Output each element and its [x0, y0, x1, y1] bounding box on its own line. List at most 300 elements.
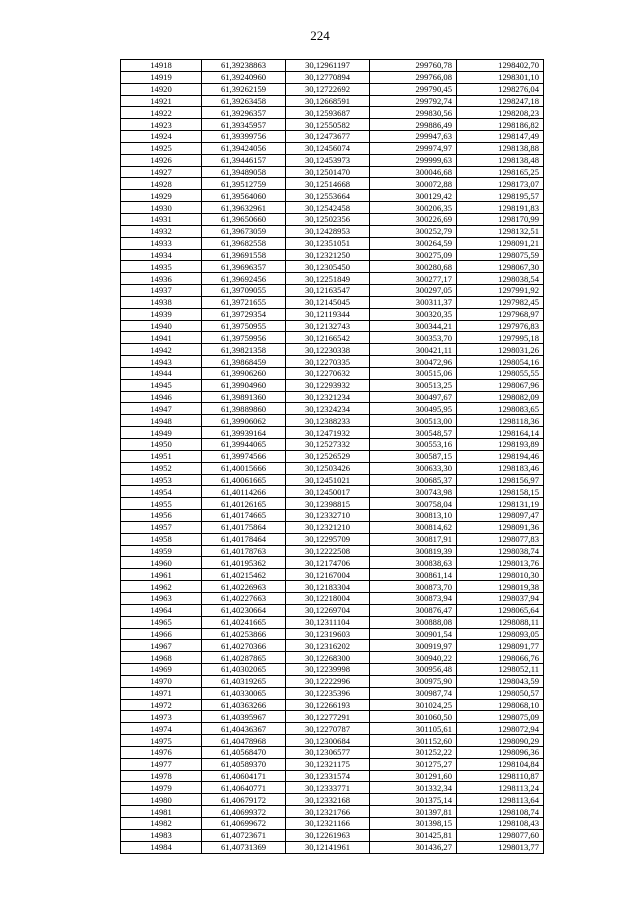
longitude-cell: 30,12514668 — [286, 178, 370, 190]
latitude-cell: 61,40604171 — [202, 770, 286, 782]
point-id-cell: 14957 — [121, 521, 202, 533]
latitude-cell: 61,40126165 — [202, 498, 286, 510]
longitude-cell: 30,12542458 — [286, 202, 370, 214]
table-row — [121, 486, 544, 498]
latitude-cell: 61,39262159 — [202, 83, 286, 95]
longitude-cell: 30,12132743 — [286, 320, 370, 332]
x-coordinate-cell: 299792,74 — [370, 95, 457, 107]
x-coordinate-cell: 301398,15 — [370, 818, 457, 830]
x-coordinate-cell: 301397,81 — [370, 806, 457, 818]
latitude-cell: 61,39944065 — [202, 439, 286, 451]
x-coordinate-cell: 301332,34 — [370, 782, 457, 794]
y-coordinate-cell: 1298131,19 — [457, 498, 544, 510]
longitude-cell: 30,12321766 — [286, 806, 370, 818]
longitude-cell: 30,12332168 — [286, 794, 370, 806]
table-row — [121, 237, 544, 249]
point-id-cell: 14928 — [121, 178, 202, 190]
longitude-cell: 30,12398815 — [286, 498, 370, 510]
longitude-cell: 30,12222996 — [286, 675, 370, 687]
x-coordinate-cell: 300919,97 — [370, 640, 457, 652]
point-id-cell: 14962 — [121, 581, 202, 593]
point-id-cell: 14959 — [121, 545, 202, 557]
x-coordinate-cell: 300513,00 — [370, 415, 457, 427]
table-row — [121, 71, 544, 83]
longitude-cell: 30,12321175 — [286, 758, 370, 770]
point-id-cell: 14970 — [121, 675, 202, 687]
table-row — [121, 474, 544, 486]
x-coordinate-cell: 301060,50 — [370, 711, 457, 723]
latitude-cell: 61,40478968 — [202, 735, 286, 747]
longitude-cell: 30,12324234 — [286, 403, 370, 415]
y-coordinate-cell: 1297995,18 — [457, 332, 544, 344]
x-coordinate-cell: 299830,56 — [370, 107, 457, 119]
latitude-cell: 61,39939164 — [202, 427, 286, 439]
longitude-cell: 30,12306577 — [286, 746, 370, 758]
latitude-cell: 61,40174665 — [202, 510, 286, 522]
point-id-cell: 14981 — [121, 806, 202, 818]
y-coordinate-cell: 1298108,74 — [457, 806, 544, 818]
table-row — [121, 616, 544, 628]
y-coordinate-cell: 1298194,46 — [457, 450, 544, 462]
x-coordinate-cell: 300472,96 — [370, 356, 457, 368]
x-coordinate-cell: 300975,90 — [370, 675, 457, 687]
y-coordinate-cell: 1298093,05 — [457, 628, 544, 640]
longitude-cell: 30,12119344 — [286, 308, 370, 320]
table-row — [121, 498, 544, 510]
point-id-cell: 14954 — [121, 486, 202, 498]
y-coordinate-cell: 1298208,23 — [457, 107, 544, 119]
table-row — [121, 320, 544, 332]
longitude-cell: 30,12174706 — [286, 557, 370, 569]
y-coordinate-cell: 1298156,97 — [457, 474, 544, 486]
latitude-cell: 61,39891360 — [202, 391, 286, 403]
longitude-cell: 30,12270787 — [286, 723, 370, 735]
point-id-cell: 14977 — [121, 758, 202, 770]
x-coordinate-cell: 300311,37 — [370, 296, 457, 308]
y-coordinate-cell: 1298090,29 — [457, 735, 544, 747]
latitude-cell: 61,40319265 — [202, 675, 286, 687]
x-coordinate-cell: 300072,88 — [370, 178, 457, 190]
longitude-cell: 30,12333771 — [286, 782, 370, 794]
longitude-cell: 30,12261963 — [286, 829, 370, 841]
y-coordinate-cell: 1298164,14 — [457, 427, 544, 439]
table-row — [121, 557, 544, 569]
latitude-cell: 61,40253866 — [202, 628, 286, 640]
longitude-cell: 30,12428953 — [286, 225, 370, 237]
y-coordinate-cell: 1297968,97 — [457, 308, 544, 320]
x-coordinate-cell: 300252,79 — [370, 225, 457, 237]
latitude-cell: 61,39974566 — [202, 450, 286, 462]
x-coordinate-cell: 300987,74 — [370, 687, 457, 699]
latitude-cell: 61,39399756 — [202, 131, 286, 143]
longitude-cell: 30,12269704 — [286, 604, 370, 616]
table-row — [121, 604, 544, 616]
x-coordinate-cell: 301436,27 — [370, 841, 457, 853]
latitude-cell: 61,39424056 — [202, 142, 286, 154]
point-id-cell: 14968 — [121, 652, 202, 664]
x-coordinate-cell: 300819,39 — [370, 545, 457, 557]
longitude-cell: 30,12316202 — [286, 640, 370, 652]
latitude-cell: 61,39759956 — [202, 332, 286, 344]
latitude-cell: 61,39238863 — [202, 60, 286, 72]
point-id-cell: 14931 — [121, 213, 202, 225]
longitude-cell: 30,12270632 — [286, 367, 370, 379]
point-id-cell: 14983 — [121, 829, 202, 841]
y-coordinate-cell: 1298096,36 — [457, 746, 544, 758]
y-coordinate-cell: 1298043,59 — [457, 675, 544, 687]
latitude-cell: 61,39564060 — [202, 190, 286, 202]
latitude-cell: 61,40679172 — [202, 794, 286, 806]
table-row — [121, 746, 544, 758]
latitude-cell: 61,39692456 — [202, 273, 286, 285]
longitude-cell: 30,12451021 — [286, 474, 370, 486]
x-coordinate-cell: 299947,63 — [370, 131, 457, 143]
point-id-cell: 14972 — [121, 699, 202, 711]
point-id-cell: 14943 — [121, 356, 202, 368]
y-coordinate-cell: 1298108,43 — [457, 818, 544, 830]
x-coordinate-cell: 299974,97 — [370, 142, 457, 154]
y-coordinate-cell: 1298138,48 — [457, 154, 544, 166]
point-id-cell: 14930 — [121, 202, 202, 214]
y-coordinate-cell: 1298077,83 — [457, 533, 544, 545]
y-coordinate-cell: 1298067,96 — [457, 379, 544, 391]
table-row — [121, 332, 544, 344]
longitude-cell: 30,12300684 — [286, 735, 370, 747]
latitude-cell: 61,39673059 — [202, 225, 286, 237]
longitude-cell: 30,12527332 — [286, 439, 370, 451]
y-coordinate-cell: 1298091,77 — [457, 640, 544, 652]
latitude-cell: 61,40270366 — [202, 640, 286, 652]
longitude-cell: 30,12235396 — [286, 687, 370, 699]
point-id-cell: 14953 — [121, 474, 202, 486]
latitude-cell: 61,40215462 — [202, 569, 286, 581]
y-coordinate-cell: 1298165,25 — [457, 166, 544, 178]
y-coordinate-cell: 1298077,60 — [457, 829, 544, 841]
table-row — [121, 178, 544, 190]
y-coordinate-cell: 1298402,70 — [457, 60, 544, 72]
point-id-cell: 14924 — [121, 131, 202, 143]
latitude-cell: 61,40178464 — [202, 533, 286, 545]
latitude-cell: 61,39721655 — [202, 296, 286, 308]
longitude-cell: 30,12218004 — [286, 592, 370, 604]
table-row — [121, 711, 544, 723]
y-coordinate-cell: 1298038,74 — [457, 545, 544, 557]
x-coordinate-cell: 300277,17 — [370, 273, 457, 285]
latitude-cell: 61,40227663 — [202, 592, 286, 604]
longitude-cell: 30,12277291 — [286, 711, 370, 723]
longitude-cell: 30,12722692 — [286, 83, 370, 95]
y-coordinate-cell: 1298097,47 — [457, 510, 544, 522]
longitude-cell: 30,12222508 — [286, 545, 370, 557]
longitude-cell: 30,12239998 — [286, 664, 370, 676]
longitude-cell: 30,12503426 — [286, 462, 370, 474]
table-row — [121, 391, 544, 403]
y-coordinate-cell: 1298067,30 — [457, 261, 544, 273]
table-row — [121, 202, 544, 214]
latitude-cell: 61,39904960 — [202, 379, 286, 391]
longitude-cell: 30,12251849 — [286, 273, 370, 285]
latitude-cell: 61,39889860 — [202, 403, 286, 415]
table-row — [121, 119, 544, 131]
x-coordinate-cell: 299999,63 — [370, 154, 457, 166]
x-coordinate-cell: 300264,59 — [370, 237, 457, 249]
longitude-cell: 30,12351051 — [286, 237, 370, 249]
point-id-cell: 14940 — [121, 320, 202, 332]
table-row — [121, 569, 544, 581]
longitude-cell: 30,12450017 — [286, 486, 370, 498]
x-coordinate-cell: 300587,15 — [370, 450, 457, 462]
latitude-cell: 61,39632961 — [202, 202, 286, 214]
y-coordinate-cell: 1298091,21 — [457, 237, 544, 249]
longitude-cell: 30,12321234 — [286, 391, 370, 403]
point-id-cell: 14923 — [121, 119, 202, 131]
y-coordinate-cell: 1298247,18 — [457, 95, 544, 107]
table-row — [121, 415, 544, 427]
longitude-cell: 30,12331574 — [286, 770, 370, 782]
point-id-cell: 14961 — [121, 569, 202, 581]
longitude-cell: 30,12453973 — [286, 154, 370, 166]
longitude-cell: 30,12311104 — [286, 616, 370, 628]
x-coordinate-cell: 300548,57 — [370, 427, 457, 439]
longitude-cell: 30,12502356 — [286, 213, 370, 225]
point-id-cell: 14918 — [121, 60, 202, 72]
x-coordinate-cell: 300901,54 — [370, 628, 457, 640]
longitude-cell: 30,12668591 — [286, 95, 370, 107]
y-coordinate-cell: 1298132,51 — [457, 225, 544, 237]
x-coordinate-cell: 300344,21 — [370, 320, 457, 332]
x-coordinate-cell: 300876,47 — [370, 604, 457, 616]
point-id-cell: 14936 — [121, 273, 202, 285]
longitude-cell: 30,12293932 — [286, 379, 370, 391]
table-row — [121, 592, 544, 604]
y-coordinate-cell: 1298104,84 — [457, 758, 544, 770]
y-coordinate-cell: 1298276,04 — [457, 83, 544, 95]
y-coordinate-cell: 1298191,83 — [457, 202, 544, 214]
point-id-cell: 14944 — [121, 367, 202, 379]
x-coordinate-cell: 301024,25 — [370, 699, 457, 711]
x-coordinate-cell: 300553,16 — [370, 439, 457, 451]
x-coordinate-cell: 300956,48 — [370, 664, 457, 676]
table-row — [121, 841, 544, 853]
y-coordinate-cell: 1298193,89 — [457, 439, 544, 451]
y-coordinate-cell: 1298088,11 — [457, 616, 544, 628]
point-id-cell: 14965 — [121, 616, 202, 628]
y-coordinate-cell: 1298118,36 — [457, 415, 544, 427]
table-row — [121, 806, 544, 818]
table-row — [121, 60, 544, 72]
point-id-cell: 14929 — [121, 190, 202, 202]
x-coordinate-cell: 300513,25 — [370, 379, 457, 391]
y-coordinate-cell: 1298113,24 — [457, 782, 544, 794]
table-row — [121, 308, 544, 320]
table-row — [121, 261, 544, 273]
coordinates-table-body — [121, 60, 544, 854]
point-id-cell: 14926 — [121, 154, 202, 166]
point-id-cell: 14966 — [121, 628, 202, 640]
table-row — [121, 439, 544, 451]
latitude-cell: 61,40395967 — [202, 711, 286, 723]
table-row — [121, 296, 544, 308]
table-row — [121, 652, 544, 664]
x-coordinate-cell: 300495,95 — [370, 403, 457, 415]
longitude-cell: 30,12526529 — [286, 450, 370, 462]
table-row — [121, 107, 544, 119]
longitude-cell: 30,12553664 — [286, 190, 370, 202]
x-coordinate-cell: 300497,67 — [370, 391, 457, 403]
table-row — [121, 249, 544, 261]
y-coordinate-cell: 1298052,11 — [457, 664, 544, 676]
point-id-cell: 14979 — [121, 782, 202, 794]
y-coordinate-cell: 1298038,54 — [457, 273, 544, 285]
table-row — [121, 285, 544, 297]
y-coordinate-cell: 1298066,76 — [457, 652, 544, 664]
table-row — [121, 166, 544, 178]
table-row — [121, 225, 544, 237]
y-coordinate-cell: 1298186,82 — [457, 119, 544, 131]
x-coordinate-cell: 300814,62 — [370, 521, 457, 533]
point-id-cell: 14921 — [121, 95, 202, 107]
table-row — [121, 131, 544, 143]
point-id-cell: 14922 — [121, 107, 202, 119]
latitude-cell: 61,39750955 — [202, 320, 286, 332]
table-row — [121, 640, 544, 652]
x-coordinate-cell: 301105,61 — [370, 723, 457, 735]
longitude-cell: 30,12230338 — [286, 344, 370, 356]
latitude-cell: 61,40287865 — [202, 652, 286, 664]
table-row — [121, 758, 544, 770]
table-row — [121, 581, 544, 593]
y-coordinate-cell: 1298019,38 — [457, 581, 544, 593]
x-coordinate-cell: 300320,35 — [370, 308, 457, 320]
table-row — [121, 545, 544, 557]
longitude-cell: 30,12183304 — [286, 581, 370, 593]
table-row — [121, 367, 544, 379]
latitude-cell: 61,39345957 — [202, 119, 286, 131]
table-row — [121, 273, 544, 285]
y-coordinate-cell: 1298013,76 — [457, 557, 544, 569]
y-coordinate-cell: 1297991,92 — [457, 285, 544, 297]
table-row — [121, 687, 544, 699]
longitude-cell: 30,12321210 — [286, 521, 370, 533]
x-coordinate-cell: 300873,70 — [370, 581, 457, 593]
x-coordinate-cell: 299766,08 — [370, 71, 457, 83]
point-id-cell: 14951 — [121, 450, 202, 462]
x-coordinate-cell: 300633,30 — [370, 462, 457, 474]
point-id-cell: 14949 — [121, 427, 202, 439]
x-coordinate-cell: 301375,14 — [370, 794, 457, 806]
longitude-cell: 30,12321166 — [286, 818, 370, 830]
longitude-cell: 30,12501470 — [286, 166, 370, 178]
x-coordinate-cell: 299790,45 — [370, 83, 457, 95]
latitude-cell: 61,40175864 — [202, 521, 286, 533]
latitude-cell: 61,40015666 — [202, 462, 286, 474]
latitude-cell: 61,39868459 — [202, 356, 286, 368]
point-id-cell: 14934 — [121, 249, 202, 261]
point-id-cell: 14920 — [121, 83, 202, 95]
latitude-cell: 61,39296357 — [202, 107, 286, 119]
y-coordinate-cell: 1298170,99 — [457, 213, 544, 225]
latitude-cell: 61,39650660 — [202, 213, 286, 225]
table-row — [121, 735, 544, 747]
table-row — [121, 628, 544, 640]
page-number: 224 — [310, 28, 330, 43]
latitude-cell: 61,39512759 — [202, 178, 286, 190]
longitude-cell: 30,12388233 — [286, 415, 370, 427]
y-coordinate-cell: 1298173,07 — [457, 178, 544, 190]
table-row — [121, 794, 544, 806]
table-row — [121, 450, 544, 462]
x-coordinate-cell: 300888,08 — [370, 616, 457, 628]
longitude-cell: 30,12163547 — [286, 285, 370, 297]
latitude-cell: 61,40436367 — [202, 723, 286, 735]
point-id-cell: 14937 — [121, 285, 202, 297]
table-row — [121, 427, 544, 439]
x-coordinate-cell: 300515,06 — [370, 367, 457, 379]
y-coordinate-cell: 1298138,88 — [457, 142, 544, 154]
x-coordinate-cell: 300685,37 — [370, 474, 457, 486]
latitude-cell: 61,39729354 — [202, 308, 286, 320]
point-id-cell: 14967 — [121, 640, 202, 652]
longitude-cell: 30,12319603 — [286, 628, 370, 640]
point-id-cell: 14978 — [121, 770, 202, 782]
point-id-cell: 14984 — [121, 841, 202, 853]
y-coordinate-cell: 1298183,46 — [457, 462, 544, 474]
latitude-cell: 61,40178763 — [202, 545, 286, 557]
longitude-cell: 30,12167004 — [286, 569, 370, 581]
latitude-cell: 61,39489058 — [202, 166, 286, 178]
latitude-cell: 61,40699372 — [202, 806, 286, 818]
longitude-cell: 30,12961197 — [286, 60, 370, 72]
table-row — [121, 818, 544, 830]
x-coordinate-cell: 300129,42 — [370, 190, 457, 202]
point-id-cell: 14948 — [121, 415, 202, 427]
longitude-cell: 30,12550582 — [286, 119, 370, 131]
point-id-cell: 14919 — [121, 71, 202, 83]
x-coordinate-cell: 301252,22 — [370, 746, 457, 758]
x-coordinate-cell: 299760,78 — [370, 60, 457, 72]
point-id-cell: 14955 — [121, 498, 202, 510]
table-row — [121, 356, 544, 368]
longitude-cell: 30,12456074 — [286, 142, 370, 154]
table-row — [121, 154, 544, 166]
latitude-cell: 61,40589370 — [202, 758, 286, 770]
table-row — [121, 829, 544, 841]
table-row — [121, 403, 544, 415]
latitude-cell: 61,39696357 — [202, 261, 286, 273]
point-id-cell: 14960 — [121, 557, 202, 569]
latitude-cell: 61,40226963 — [202, 581, 286, 593]
latitude-cell: 61,39446157 — [202, 154, 286, 166]
point-id-cell: 14956 — [121, 510, 202, 522]
y-coordinate-cell: 1298050,57 — [457, 687, 544, 699]
y-coordinate-cell: 1298054,16 — [457, 356, 544, 368]
y-coordinate-cell: 1298301,10 — [457, 71, 544, 83]
y-coordinate-cell: 1298195,57 — [457, 190, 544, 202]
table-row — [121, 142, 544, 154]
table-row — [121, 770, 544, 782]
latitude-cell: 61,39263458 — [202, 95, 286, 107]
point-id-cell: 14935 — [121, 261, 202, 273]
y-coordinate-cell: 1298037,94 — [457, 592, 544, 604]
latitude-cell: 61,40061665 — [202, 474, 286, 486]
point-id-cell: 14939 — [121, 308, 202, 320]
point-id-cell: 14933 — [121, 237, 202, 249]
latitude-cell: 61,40230664 — [202, 604, 286, 616]
longitude-cell: 30,12770894 — [286, 71, 370, 83]
latitude-cell: 61,40723671 — [202, 829, 286, 841]
longitude-cell: 30,12270335 — [286, 356, 370, 368]
longitude-cell: 30,12305450 — [286, 261, 370, 273]
